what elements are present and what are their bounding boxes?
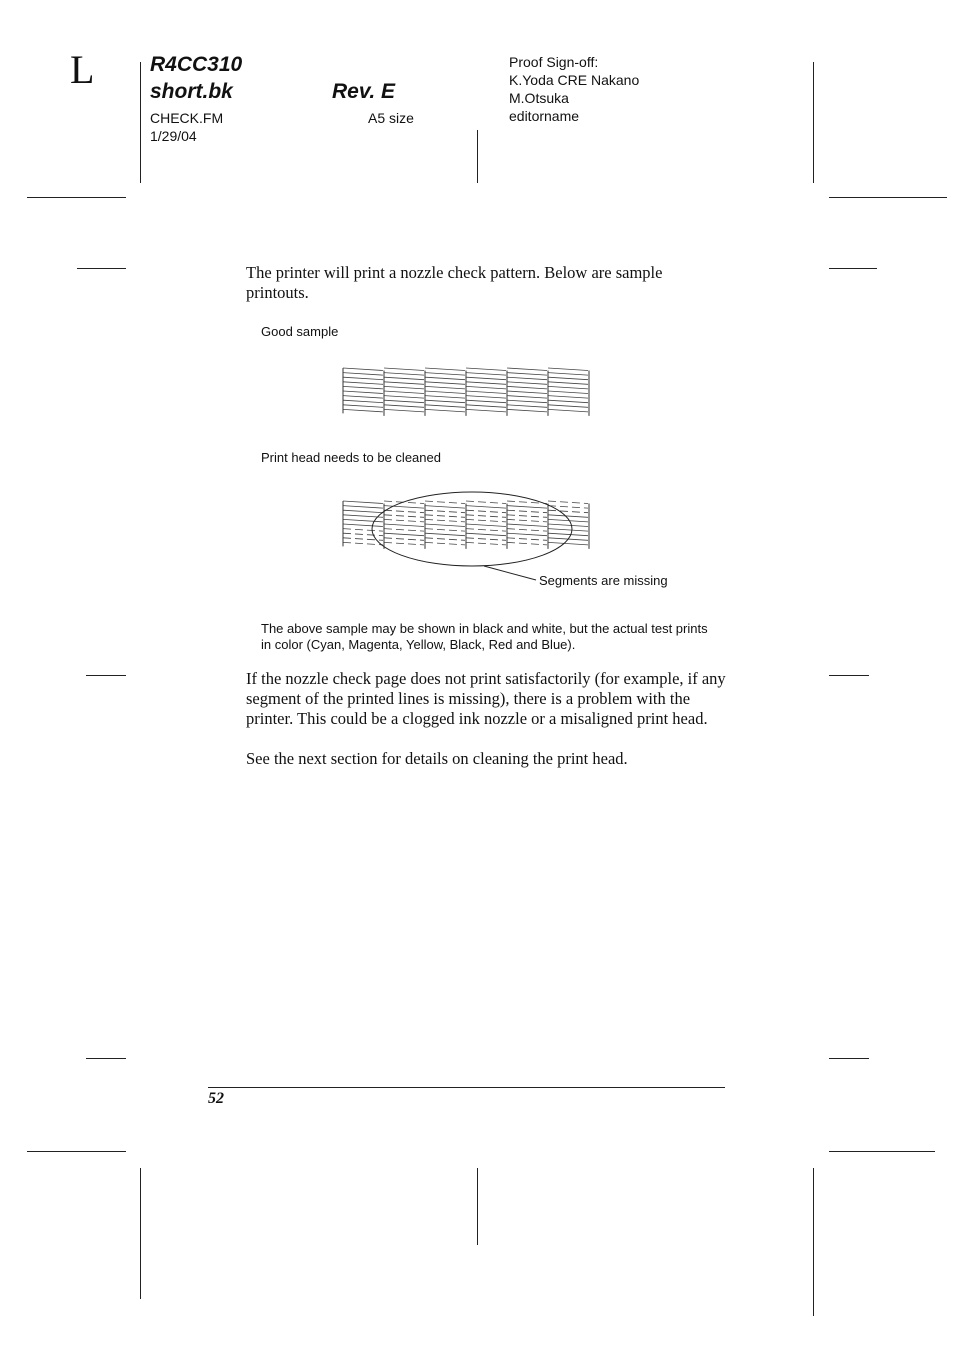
nozzle-line [384,405,424,408]
proof-line: editorname [509,108,580,124]
nozzle-line [466,515,506,518]
nozzle-line [384,529,424,532]
nozzle-line [507,382,547,385]
nozzle-line [384,382,424,385]
header-divider-left [140,62,141,183]
nozzle-line [343,542,383,545]
nozzle-line [548,400,588,403]
proof-line: M.Otsuka [509,90,569,106]
proof-line: K.Yoda CRE Nakano [509,72,640,88]
nozzle-line [425,519,465,522]
nozzle-line [425,377,465,380]
nozzle-line [548,533,588,536]
nozzle-line [507,400,547,403]
nozzle-line [384,391,424,394]
nozzle-line [507,533,547,536]
color-note: The above sample may be shown in black and white, but the actual test prints in color (Cyan, Magenta, Yellow, Black, Red and Blue). [261,621,708,652]
nozzle-line [548,368,588,371]
nozzle-line [466,542,506,545]
nozzle-line [548,391,588,394]
nozzle-line [507,386,547,389]
nozzle-line [384,377,424,380]
nozzle-line [425,538,465,541]
next-section-text: See the next section for details on cleaning the print head. [246,749,628,768]
crop-mark [829,675,869,676]
nozzle-line [343,368,383,371]
nozzle-line [466,373,506,376]
nozzle-line [343,386,383,389]
crop-mark [86,675,126,676]
nozzle-line [425,533,465,536]
nozzle-line [425,405,465,408]
nozzle-line [343,529,383,532]
nozzle-line [466,386,506,389]
nozzle-line [548,542,588,545]
nozzle-line [343,382,383,385]
nozzle-line [466,400,506,403]
nozzle-line [384,368,424,371]
nozzle-line [466,405,506,408]
crop-mark [829,1151,935,1152]
nozzle-line [466,538,506,541]
nozzle-line [343,538,383,541]
header-divider-right [813,62,814,183]
nozzle-line [507,524,547,527]
nozzle-line [548,396,588,399]
good-sample-label: Good sample [261,324,339,339]
nozzle-line [466,529,506,532]
crop-mark [140,1168,141,1299]
nozzle-line [507,405,547,408]
nozzle-line [425,368,465,371]
nozzle-line [343,409,383,412]
nozzle-line [548,519,588,522]
nozzle-line [466,382,506,385]
nozzle-line [548,405,588,408]
nozzle-line [384,519,424,522]
crop-mark [829,1058,869,1059]
nozzle-line [343,533,383,536]
nozzle-line [548,510,588,513]
nozzle-line [425,382,465,385]
nozzle-line [384,515,424,518]
good-nozzle-pattern [340,364,595,422]
corner-letter: L [70,47,95,92]
nozzle-line [507,391,547,394]
nozzle-line [384,373,424,376]
nozzle-line [384,538,424,541]
nozzle-line [548,373,588,376]
nozzle-line [343,501,383,504]
nozzle-line [507,510,547,513]
nozzle-line [425,510,465,513]
crop-mark [77,268,126,269]
nozzle-line [507,529,547,532]
nozzle-line [425,529,465,532]
intro-paragraph: The printer will print a nozzle check pattern. Below are sample printouts. [246,263,663,302]
paper-size: A5 size [368,110,414,126]
nozzle-line [384,396,424,399]
nozzle-line [466,501,506,504]
nozzle-line [384,542,424,545]
nozzle-line [466,396,506,399]
doc-book: short.bk [150,80,233,103]
crop-mark [27,197,126,198]
nozzle-line [343,377,383,380]
nozzle-line [466,519,506,522]
nozzle-line [548,386,588,389]
nozzle-line [384,409,424,412]
crop-mark [27,1151,126,1152]
problem-paragraph: If the nozzle check page does not print satisfactorily (for example, if any segment of the printed lines is missing), there is a problem with the printer. This could be a clogged ink nozzle or a misaligned print head. [246,669,726,728]
nozzle-line [548,382,588,385]
crop-mark [829,268,877,269]
nozzle-line [548,529,588,532]
nozzle-line [466,409,506,412]
header-divider-middle [477,130,478,183]
nozzle-line [425,396,465,399]
nozzle-line [425,386,465,389]
nozzle-line [343,391,383,394]
revision-label: Rev. E [332,80,396,103]
nozzle-line [507,377,547,380]
nozzle-line [548,377,588,380]
nozzle-line [507,515,547,518]
nozzle-line [425,506,465,509]
nozzle-line [507,506,547,509]
nozzle-line [466,391,506,394]
crop-mark [477,1168,478,1245]
nozzle-line [425,409,465,412]
doc-date: 1/29/04 [150,128,197,144]
nozzle-line [507,519,547,522]
nozzle-line [343,396,383,399]
nozzle-line [507,538,547,541]
nozzle-line [507,542,547,545]
nozzle-line [548,524,588,527]
nozzle-line [507,368,547,371]
file-name: CHECK.FM [150,110,224,126]
doc-code: R4CC310 [150,53,243,76]
bad-sample-label: Print head needs to be cleaned [261,450,441,465]
nozzle-line [466,524,506,527]
nozzle-line [548,515,588,518]
nozzle-line [507,409,547,412]
nozzle-line [384,386,424,389]
nozzle-line [507,373,547,376]
nozzle-line [343,506,383,509]
nozzle-line [343,524,383,527]
nozzle-line [384,400,424,403]
footer-rule [208,1087,725,1088]
missing-segments-callout: Segments are missing [539,573,668,588]
crop-mark [86,1058,126,1059]
nozzle-line [343,519,383,522]
nozzle-line [466,506,506,509]
nozzle-line [343,373,383,376]
nozzle-line [425,501,465,504]
nozzle-line [384,510,424,513]
nozzle-line [343,405,383,408]
nozzle-line [343,510,383,513]
nozzle-line [548,501,588,504]
nozzle-line [466,368,506,371]
crop-mark [829,197,947,198]
page-number: 52 [208,1090,224,1107]
nozzle-line [507,396,547,399]
nozzle-line [425,391,465,394]
nozzle-line [466,533,506,536]
crop-mark [813,1168,814,1316]
proof-label: Proof Sign-off: [509,54,599,70]
nozzle-line [466,377,506,380]
proof-signoff [509,53,639,125]
nozzle-line [384,533,424,536]
callout-leader-line [484,566,536,580]
nozzle-line [425,524,465,527]
nozzle-line [425,542,465,545]
nozzle-line [466,510,506,513]
nozzle-line [425,400,465,403]
nozzle-line [425,373,465,376]
nozzle-line [425,515,465,518]
nozzle-line [343,400,383,403]
nozzle-line [548,409,588,412]
nozzle-line [384,524,424,527]
